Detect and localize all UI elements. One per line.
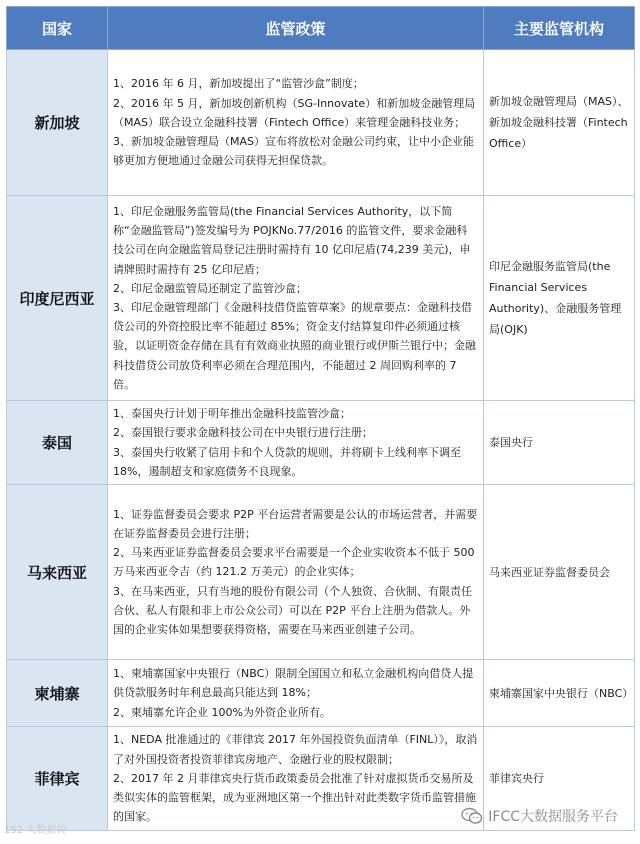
policy-item: 1、印尼金融服务监管局(the Financial Services Authority，以下简称“金融监管局”)签发编号为 POJKNo.77/2016 的监管文件，要求金融科技公司在向金融监管局登记注册时需持有 10 亿印尼盾(74,239 美元)，申请牌照时需持有 25 亿印尼盾； (113, 204, 471, 276)
policy-item: 1、证券监督委员会要求 P2P 平台运营者需要是公认的市场运营者，并需要在证券监督委员会进行注册； (113, 507, 478, 540)
country-cell: 泰国 (7, 401, 108, 485)
watermark-right-label: IFCC大数据服务平台 (488, 809, 618, 825)
policy-item: 3、在马来西亚，只有当地的股份有限公司（个人独资、合伙制、有限责任合伙、私人有限和非上市公众公司）可以在 P2P 平台上注册为借款人。外国的企业实体如果想要获得资格，需要在马来西亚创建子公司。 (113, 584, 472, 636)
policy-item: 2、马来西亚证券监督委员会要求平台需要是一个企业实收资本不低于 500 万马来西亚令吉（约 121.2 万美元）的企业实体； (113, 546, 475, 579)
agency-cell: 泰国央行 (484, 401, 635, 485)
watermark-right (461, 806, 618, 826)
policy-item: 2、泰国银行要求金融科技公司在中央银行进行注册； (113, 426, 373, 440)
policy-item: 1、NEDA 批准通过的《菲律宾 2017 年外国投资负面清单（FINL）》，取消了对外国投资者投资菲律宾房地产、金融行业的股权限制； (113, 733, 478, 766)
country-cell: 新加坡 (7, 50, 108, 196)
policy-item: 3、印尼金融管理部门《金融科技借贷监管草案》的规章要点：金融科技借贷公司的外资控股比率不能超过 85%；资金支付结算复印件必须通过核验，以证明资金存储在具有有效商业执照的商业银行或伊斯兰银行中；金融科技借贷公司放贷利率必须在合理范围内，不能超过 2 周回购利率的 7 倍。 (113, 301, 476, 391)
wechat-icon (461, 807, 483, 825)
policy-item: 1、泰国央行计划于明年推出金融科技监管沙盒； (113, 407, 351, 421)
table-row (7, 485, 635, 660)
policy-item: 2、2017 年 2 月菲律宾央行货币政策委员会批准了针对虚拟货币交易所及类似实体的监管框架，成为亚洲地区第一个推出针对此类数字货币监管措施的国家。 (113, 771, 476, 824)
header-country: 国家 (7, 7, 108, 50)
watermark-left: 152 大数据说 (4, 825, 67, 836)
table-row (7, 401, 635, 485)
policy-item: 2、印尼金融监管局还制定了监管沙盒； (113, 281, 307, 295)
policy-item: 3、新加坡金融管理局（MAS）宣布将放松对金融公司约束，让中小企业能够更加方便地通过金融公司获得无担保贷款。 (113, 135, 474, 168)
regulation-table (6, 6, 635, 831)
policy-item: 3、泰国央行收紧了信用卡和个人贷款的规则，并将刷卡上线利率下调至 18%，遏制超支和家庭债务不良现象。 (113, 445, 461, 478)
table-row (7, 196, 635, 401)
header-agency: 主要监管机构 (484, 7, 635, 50)
policy-cell (108, 401, 484, 485)
agency-cell: 印尼金融服务监管局(the Financial Services Authority)、金融服务管理局(OJK) (484, 196, 635, 401)
policy-item: 1、柬埔寨国家中央银行（NBC）限制全国国立和私立金融机构向借贷人提供贷款服务时年利息最高只能达到 18%； (113, 667, 474, 700)
country-cell: 柬埔寨 (7, 660, 108, 727)
policy-item: 2、2016 年 5 月，新加坡创新机构（SG-Innovate）和新加坡金融管理局（MAS）联合设立金融科技署（Fintech Office）来管理金融科技业务； (113, 96, 476, 129)
policy-item: 2、柬埔寨允许企业 100%为外资企业所有。 (113, 705, 331, 719)
country-cell: 马来西亚 (7, 485, 108, 660)
policy-item: 1、2016 年 6 月，新加坡提出了“监管沙盒”制度； (113, 77, 364, 91)
table-row (7, 660, 635, 727)
country-cell: 菲律宾 (7, 727, 108, 831)
policy-cell (108, 196, 484, 401)
agency-cell: 柬埔寨国家中央银行（NBC） (484, 660, 635, 727)
header-policy: 监管政策 (108, 7, 484, 50)
policy-cell (108, 727, 484, 831)
country-cell: 印度尼西亚 (7, 196, 108, 401)
table-row (7, 50, 635, 196)
agency-cell: 新加坡金融管理局（MAS）、新加坡金融科技署（Fintech Office） (484, 50, 635, 196)
policy-cell (108, 660, 484, 727)
agency-cell: 菲律宾央行 (484, 727, 635, 831)
policy-cell (108, 50, 484, 196)
policy-cell (108, 485, 484, 660)
agency-cell: 马来西亚证券监督委员会 (484, 485, 635, 660)
header-row (7, 7, 635, 50)
